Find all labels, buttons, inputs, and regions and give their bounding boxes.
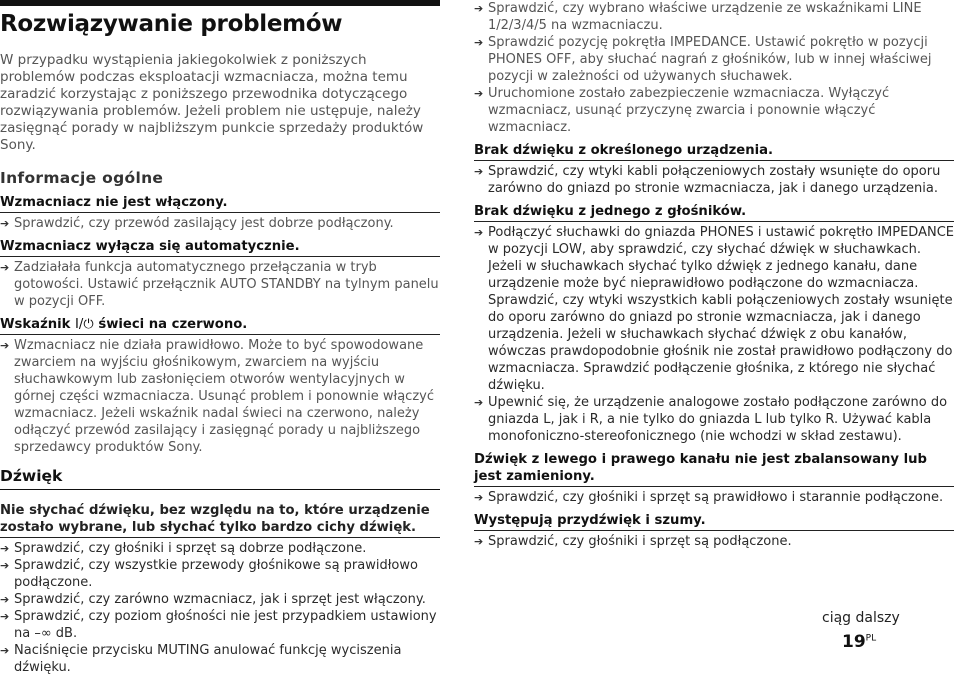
general-heading: Informacje ogólne: [0, 169, 164, 187]
solution-text: Upewnić się, że urządzenie analogowe zostało podłączone zarówno do gniazda L, jak i R, a nie tylko do gniazda L lub tylko R. Używać kabla monofoniczno-stereofonicznego (nie wchodzi w skład zestawu).: [488, 395, 948, 444]
solution-item: [474, 34, 954, 85]
solution-text: Sprawdzić, czy wybrano właściwe urządzenie ze wskaźnikami LINE 1/2/3/4/5 na wzmacniaczu.: [488, 1, 922, 33]
solution-item: [474, 163, 954, 197]
problem-title: Wzmacniacz nie jest włączony.: [0, 194, 440, 213]
solution-text: Sprawdzić, czy zarówno wzmacniacz, jak i sprzęt jest włączony.: [14, 592, 426, 607]
arrow-right-icon: ➔: [474, 491, 484, 504]
problem-title-prefix: Wskaźnik: [0, 317, 76, 332]
arrow-right-icon: ➔: [0, 339, 10, 352]
left-column: [0, 0, 440, 682]
arrow-right-icon: ➔: [0, 644, 10, 657]
solution-item: [474, 0, 954, 34]
problem-block: [0, 194, 440, 232]
arrow-right-icon: ➔: [474, 165, 484, 178]
solution-text: Sprawdzić, czy przewód zasilający jest dobrze podłączony.: [14, 216, 394, 231]
page-number: [842, 632, 876, 652]
solution-text: Uruchomione zostało zabezpieczenie wzmacniacza. Wyłączyć wzmacniacz, usunąć przyczynę zwarcia i ponownie włączyć wzmacniacz.: [488, 86, 890, 135]
problem-title: Brak dźwięku z określonego urządzenia.: [474, 142, 954, 161]
solution-item: [474, 85, 954, 136]
solution-text: Sprawdzić, czy wtyki kabli połączeniowych zostały wsunięte do oporu zarówno do gniazd po stronie wzmacniacza, jak i danego urządzenia.: [488, 164, 941, 196]
solution-text: Zadziałała funkcja automatycznego przełączania w tryb gotowości. Ustawić przełącznik AUTO STANDBY na tylnym panelu w pozycji OFF.: [14, 260, 439, 309]
solution-text: Sprawdzić, czy głośniki i sprzęt są podłączone.: [488, 534, 792, 549]
problem-block: [474, 451, 954, 506]
problem-block: [0, 316, 440, 456]
solution-item: [474, 489, 954, 506]
problem-title: Występują przydźwięk i szumy.: [474, 512, 954, 531]
solution-text: Wzmacniacz nie działa prawidłowo. Może to być spowodowane zwarciem na wyjściu głośnikowym, zwarciem na wyjściu słuchawkowym lub zasłonięciem otworów wentylacyjnych w górnej części wzmacniacza. Usunąć problem i ponownie włączyć wzmacniacz. Jeżeli wskaźnik nadal świeci na czerwono, należy odłączyć przewód zasilający i zasięgnąć porady u najbliższego sprzedawcy produktów Sony.: [14, 338, 434, 455]
problem-title: Nie słychać dźwięku, bez względu na to, które urządzenie zostało wybrane, lub słychać tylko bardzo cichy dźwięk.: [0, 502, 440, 538]
arrow-right-icon: ➔: [0, 217, 10, 230]
continued-note: ciąg dalszy: [822, 610, 900, 626]
problem-block: [474, 512, 954, 550]
page-title: Rozwiązywanie problemów: [0, 11, 343, 37]
arrow-right-icon: ➔: [0, 610, 10, 623]
sound-heading: Dźwięk: [0, 466, 440, 490]
continued-items: [474, 0, 954, 136]
solution-text: Podłączyć słuchawki do gniazda PHONES i ustawić pokrętło IMPEDANCE w pozycji LOW, aby sprawdzić, czy słychać dźwięk w słuchawkach. Jeżeli w słuchawkach słychać tylko dźwięk z jednego kanału, dane urządzenie może być nieprawidłowo podłączone do wzmacniacza. Sprawdzić, czy wtyki wszystkich kabli połączeniowych zostały wsunięte do oporu zarówno do gniazd po stronie wzmacniacza, jak i danego urządzenia. Jeżeli w słuchawkach słychać dźwięk z obu kanałów, wówczas prawdopodobnie głośnik nie został prawidłowo podłączony do wzmacniacza. Sprawdzić podłączenie głośnika, z którego nie słychać dźwięku.: [488, 225, 954, 393]
solution-text: Sprawdzić, czy poziom głośności nie jest przypadkiem ustawiony na –∞ dB.: [14, 609, 437, 641]
solution-text: Sprawdzić, czy wszystkie przewody głośnikowe są prawidłowo podłączone.: [14, 558, 418, 590]
solution-text: Sprawdzić, czy głośniki i sprzęt są prawidłowo i starannie podłączone.: [488, 490, 944, 505]
problem-title-suffix: świeci na czerwono.: [93, 317, 248, 332]
solution-item: [0, 591, 440, 608]
solution-item: [0, 259, 440, 310]
arrow-right-icon: ➔: [0, 261, 10, 274]
right-column: [474, 0, 954, 556]
intro-paragraph: W przypadku wystąpienia jakiegokolwiek z poniższych problemów podczas eksploatacji wzmacniacza, można temu zaradzić korzystając z poniższego przewodnika dotyczącego rozwiązywania problemów. Jeżeli problem nie ustępuje, należy zasięgnąć porady w najbliższym punkcie sprzedaży produktów Sony.: [0, 52, 424, 153]
problem-block: [0, 238, 440, 310]
solution-item: [474, 224, 954, 394]
problem-block: [474, 203, 954, 445]
solution-item: [474, 394, 954, 445]
arrow-right-icon: ➔: [0, 542, 10, 555]
problem-title: [0, 316, 440, 335]
power-icon: I/⏻: [75, 317, 94, 332]
arrow-right-icon: ➔: [474, 226, 484, 239]
solution-item: [474, 533, 954, 550]
problem-title: Dźwięk z lewego i prawego kanału nie jest zbalansowany lub jest zamieniony.: [474, 451, 954, 487]
arrow-right-icon: ➔: [0, 593, 10, 606]
arrow-right-icon: ➔: [474, 87, 484, 100]
solution-item: [0, 642, 440, 676]
solution-text: Sprawdzić, czy głośniki i sprzęt są dobrze podłączone.: [14, 541, 367, 556]
solution-item: [0, 540, 440, 557]
problem-block: [0, 502, 440, 676]
arrow-right-icon: ➔: [474, 535, 484, 548]
solution-item: [0, 215, 440, 232]
problem-title: Brak dźwięku z jednego z głośników.: [474, 203, 954, 222]
page-number-value: 19: [842, 632, 866, 652]
solution-text: Naciśnięcie przycisku MUTING anulować funkcję wyciszenia dźwięku.: [14, 643, 402, 675]
solution-item: [0, 608, 440, 642]
problem-block: [474, 142, 954, 197]
arrow-right-icon: ➔: [474, 36, 484, 49]
arrow-right-icon: ➔: [0, 559, 10, 572]
arrow-right-icon: ➔: [474, 396, 484, 409]
problem-title: Wzmacniacz wyłącza się automatycznie.: [0, 238, 440, 257]
page-language: PL: [865, 633, 877, 644]
solution-text: Sprawdzić pozycję pokrętła IMPEDANCE. Ustawić pokrętło w pozycji PHONES OFF, aby słuchać nagrań z głośników, lub w innej właściwej pozycji w zależności od używanych słuchawek.: [488, 35, 932, 84]
solution-item: [0, 337, 440, 456]
arrow-right-icon: ➔: [474, 2, 484, 15]
solution-item: [0, 557, 440, 591]
